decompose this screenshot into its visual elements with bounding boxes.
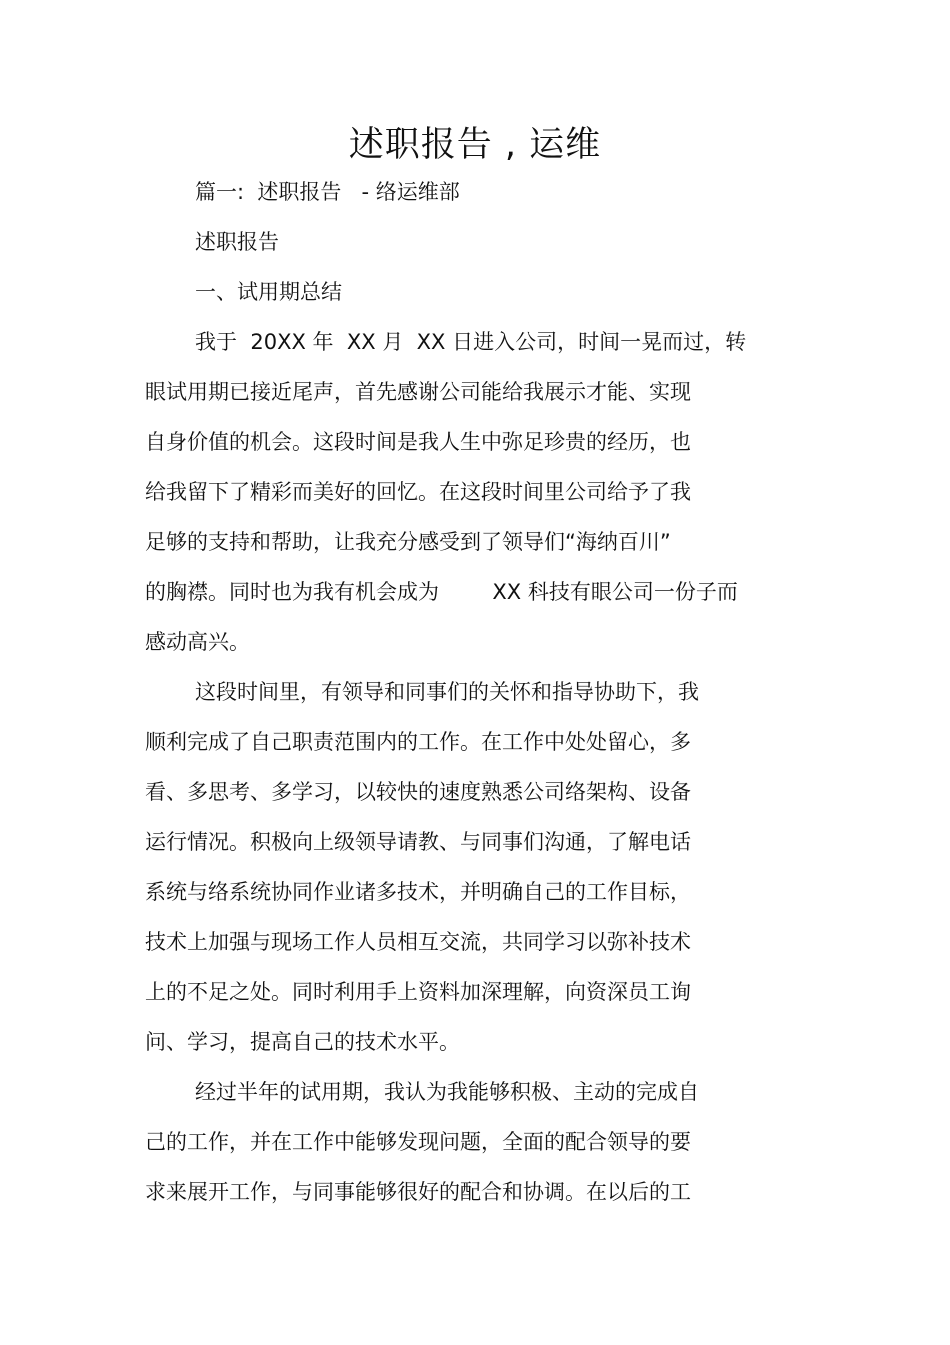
paragraph-line: 我于 20XX 年 XX 月 XX 日进入公司，时间一晃而过，转 [195,330,747,354]
paragraph-line: 经过半年的试用期，我认为我能够积极、主动的完成自 [195,1080,699,1104]
document-title: 述职报告 , 运维 [348,125,602,165]
paragraph-line: 求来展开工作，与同事能够很好的配合和协调。在以后的工 [145,1180,691,1204]
section-heading: 一、试用期总结 [195,280,342,304]
paragraph-line: 顺利完成了自己职责范围内的工作。在工作中处处留心，多 [145,730,691,754]
paragraph-line: 问、学习，提高自己的技术水平。 [145,1030,460,1054]
paragraph-line: 上的不足之处。同时利用手上资料加深理解，向资深员工询 [145,980,691,1004]
subtitle: 篇一: 述职报告 - 络运维部 [195,180,460,204]
paragraph-line: 给我留下了精彩而美好的回忆。在这段时间里公司给予了我 [145,480,691,504]
paragraph-line: 这段时间里，有领导和同事们的关怀和指导协助下，我 [195,680,699,704]
paragraph-line: 技术上加强与现场工作人员相互交流，共同学习以弥补技术 [145,930,691,954]
report-heading: 述职报告 [195,230,279,254]
paragraph-line: 的胸襟。同时也为我有机会成为 XX 科技有眼公司一份子而 [145,580,738,604]
paragraph-line: 眼试用期已接近尾声，首先感谢公司能给我展示才能、实现 [145,380,691,404]
paragraph-line: 系统与络系统协同作业诸多技术，并明确自己的工作目标， [145,880,691,904]
paragraph-line: 足够的支持和帮助，让我充分感受到了领导们“海纳百川” [145,530,671,554]
paragraph-line: 感动高兴。 [145,630,250,654]
paragraph-line: 己的工作，并在工作中能够发现问题，全面的配合领导的要 [145,1130,691,1154]
paragraph-line: 运行情况。积极向上级领导请教、与同事们沟通，了解电话 [145,830,691,854]
paragraph-line: 看、多思考、多学习，以较快的速度熟悉公司络架构、设备 [145,780,691,804]
paragraph-line: 自身价值的机会。这段时间是我人生中弥足珍贵的经历，也 [145,430,691,454]
